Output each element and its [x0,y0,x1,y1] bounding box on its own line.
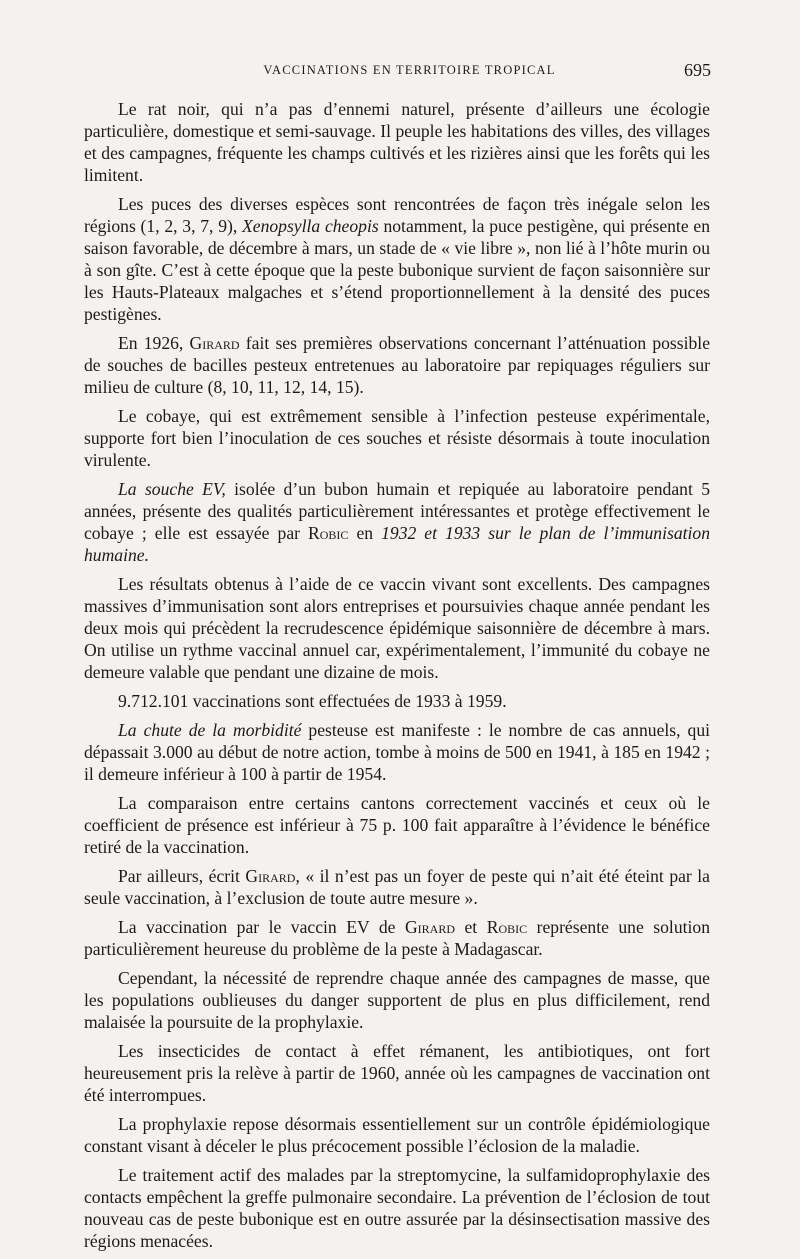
paragraph-results: Les résultats obtenus à l’aide de ce vaccin vivant sont excellents. Des campagnes massives d’immunisation sont alors entreprises et poursuivies chaque année pendant les deux mois qui précèdent la recrudescence épidémique saisonnière de décembre à mars. On utilise un rythme vaccinal annuel car, expérimentalement, l’immunité du cobaye ne demeure valable que pendant une dizaine de mois. [84,574,710,682]
page-number: 695 [684,60,711,80]
paragraph-ev-solution: La vaccination par le vaccin EV de Girard et Robic représente une solution particulièrement heureuse du problème de la peste à Madagascar. [84,917,710,959]
author-name: Girard [404,917,455,937]
paragraph-morbidity: La chute de la morbidité pesteuse est manifeste : le nombre de cas annuels, qui dépassait 3.000 au début de notre action, tombe à moins de 500 en 1941, à 185 en 1942 ; il demeure inférieur à 100 à partir de 1954. [84,720,710,784]
author-name: Girard [189,333,240,353]
paragraph-treatment: Le traitement actif des malades par la streptomycine, la sulfamidoprophylaxie des contacts empêchent la greffe pulmonaire secondaire. La prévention de l’éclosion de tout nouveau cas de peste bubonique est en outre assurée par la désinsectisation massive des régions menacées. [84,1165,710,1251]
section-lead: La souche EV, [118,479,226,499]
paragraph-fleas: Les puces des diverses espèces sont rencontrées de façon très inégale selon les régions (1, 2, 3, 7, 9), Xenopsylla cheopis notamment, la puce pestigène, qui présente en saison favorable, de décembre à mars, un stade de « vie libre », non lié à l’hôte murin ou à son gîte. C’est à cette époque que la peste bubonique survient de façon saisonnière sur les Hauts-Plateaux malgaches et s’étend proportionnellement à la densité des puces pestigènes. [84,194,710,324]
paragraph-guinea-pig: Le cobaye, qui est extrêmement sensible à l’infection pesteuse expérimentale, supporte fort bien l’inoculation de ces souches et résiste désormais à toute inoculation virulente. [84,406,710,470]
running-title: VACCINATIONS EN TERRITOIRE TROPICAL [263,63,556,77]
paragraph-vaccination-count: 9.712.101 vaccinations sont effectuées de 1933 à 1959. [118,691,507,711]
paragraph-girard-quote: Par ailleurs, écrit Girard, « il n’est pas un foyer de peste qui n’ait été éteint par la seule vaccination, à l’exclusion de toute autre mesure ». [84,866,710,908]
running-header [108,60,711,87]
paragraph-comparison: La comparaison entre certains cantons correctement vaccinés et ceux où le coefficient de présence est inférieur à 75 p. 100 fait apparaître à l’évidence le bénéfice retiré de la vaccination. [84,793,710,857]
author-name: Girard [245,866,296,886]
species-name: Xenopsylla cheopis [242,216,379,236]
paragraph-girard-1926: En 1926, Girard fait ses premières observations concernant l’atténuation possible de souches de bacilles pesteux entretenues au laboratoire par repiquages réguliers sur milieu de culture (8, 10, 11, 12, 14, 15). [84,333,711,397]
paragraph-prophylaxis: La prophylaxie repose désormais essentiellement sur un contrôle épidémiologique constant visant à déceler le plus précocement possible l’éclosion de la maladie. [84,1114,710,1156]
author-name: Robic [308,523,349,543]
section-lead: La chute de la morbidité [118,720,302,740]
paragraph-strain-ev: La souche EV, isolée d’un bubon humain et repiquée au laboratoire pendant 5 années, présente des qualités particulièrement intéressantes et protège effectivement le cobaye ; elle est essayée par Robic en 1932 et 1933 sur le plan de l’immunisation humaine. [84,479,711,565]
body-text [84,98,710,1259]
author-name: Robic [486,917,528,937]
paragraph-black-rat: Le rat noir, qui n’a pas d’ennemi naturel, présente d’ailleurs une écologie particulière, domestique et semi-sauvage. Il peuple les habitations des villes, des villages et des campagnes, fréquente les champs cultivés et les rizières ainsi que les forêts qui les limitent. [84,99,710,185]
paragraph-mass-campaigns: Cependant, la nécessité de reprendre chaque année des campagnes de masse, que les populations oublieuses du danger supportent de plus en plus difficilement, rend malaisée la poursuite de la prophylaxie. [84,968,710,1032]
paragraph-insecticides: Les insecticides de contact à effet rémanent, les antibiotiques, ont fort heureusement pris la relève à partir de 1960, année où les campagnes de vaccination ont été interrompues. [84,1041,710,1105]
